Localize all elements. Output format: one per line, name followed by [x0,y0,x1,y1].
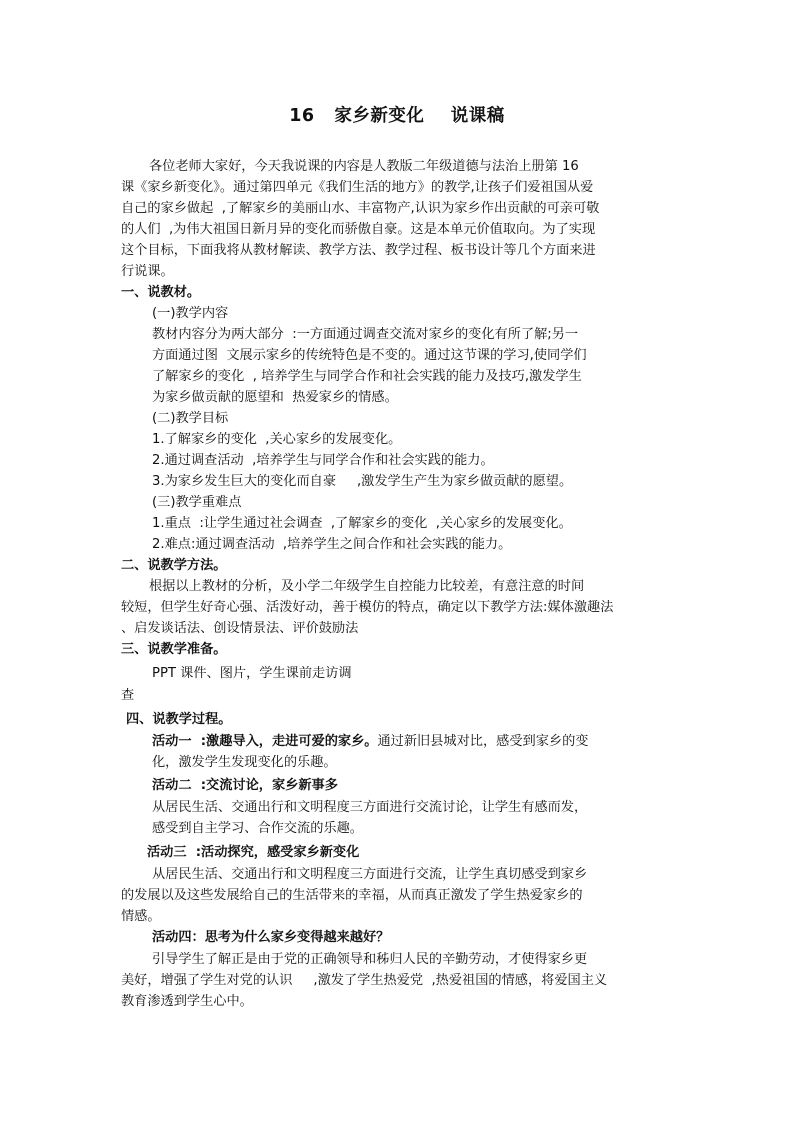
activity-description: 通过新旧县城对比，感受到家乡的变 [377,734,589,749]
subsection-heading: (三)教学重难点 [152,495,242,510]
paragraph-line: 查 [121,688,135,703]
activity-title: 活动四：思考为什么家乡变得越来越好？ [152,930,390,945]
list-item: 1.重点 :让学生通过社会调查 ,了解家乡的变化 ,关心家乡的发展变化。 [152,516,572,531]
paragraph-line: 了解家乡的变化 , 培养学生与同学合作和社会实践的能力及技巧,激发学生 [152,369,582,384]
paragraph-line: 感受到自主学习、合作交流的乐趣。 [152,821,363,836]
paragraph-line: 引导学生了解正是由于党的正确领导和秭归人民的辛勤劳动，才使得家乡更 [152,952,588,967]
list-item: 3.为家乡发生巨大的变化而自豪 ,激发学生产生为家乡做贡献的愿望。 [152,474,573,489]
intro-line: 的人们 ,为伟大祖国日新月异的变化而骄傲自豪。这是本单元价值取向。为了实现 [121,222,596,237]
intro-line: 行说课。 [121,264,174,279]
section-heading: 四、说教学过程。 [126,712,232,727]
activity-title: 活动一 :激趣导入，走进可爱的家乡。 [152,734,378,749]
list-item: 1.了解家乡的变化 ,关心家乡的发展变化。 [152,432,402,447]
paragraph-line: 化，激发学生发现变化的乐趣。 [152,755,337,770]
activity-title: 活动二 :交流讨论，家乡新事多 [152,778,338,793]
paragraph-line: 教材内容分为两大部分 :一方面通过调查交流对家乡的变化有所了解;另一 [152,327,579,342]
intro-line: 这个目标，下面我将从教材解读、教学方法、教学过程、板书设计等几个方面来进 [121,243,596,258]
paragraph-line: PPT 课件、图片，学生课前走访调 [152,666,352,681]
list-item: 2.难点:通过调查活动 ,培养学生之间合作和社会实践的能力。 [152,537,512,552]
section-heading: 三、说教学准备。 [121,642,227,657]
paragraph-line: 美好，增强了学生对党的认识 ,激发了学生热爱党 ,热爱祖国的情感，将爱国主义 [121,973,608,988]
activity-one [152,732,588,752]
paragraph-line: 方面通过图 文展示家乡的传统特色是不变的。通过这节课的学习,使同学们 [152,348,587,363]
paragraph-line: 教育渗透到学生心中。 [121,994,253,1009]
activity-title: 活动三 :活动探究，感受家乡新变化 [147,845,360,860]
section-heading: 一、说教材。 [121,285,201,300]
section-heading: 二、说教学方法。 [121,558,227,573]
paragraph-line: 根据以上教材的分析，及小学二年级学生自控能力比较差，有意注意的时间 [149,579,585,594]
paragraph-line: 从居民生活、交通出行和文明程度三方面进行交流，让学生真切感受到家乡 [152,867,588,882]
paragraph-line: 从居民生活、交通出行和文明程度三方面进行交流讨论，让学生有感而发， [152,800,588,815]
intro-line: 课《家乡新变化》。通过第四单元《我们生活的地方》的教学,让孩子们爱祖国从爱 [121,180,594,195]
document-title: 16 家乡新变化 说课稿 [289,106,505,126]
list-item: 2.通过调查活动 ,培养学生与同学合作和社会实践的能力。 [152,453,494,468]
intro-line: 自己的家乡做起 ,了解家乡的美丽山水、丰富物产,认识为家乡作出贡献的可亲可敬 [121,201,600,216]
paragraph-line: 较短，但学生好奇心强、活泼好动，善于模仿的特点，确定以下教学方法:媒体激趣法 [121,600,614,615]
paragraph-line: 的发展以及这些发展给自己的生活带来的幸福，从而真正激发了学生热爱家乡的 [121,888,583,903]
paragraph-line: 为家乡做贡献的愿望和 热爱家乡的情感。 [152,390,398,405]
subsection-heading: (一)教学内容 [152,306,229,321]
paragraph-line: 、启发谈话法、创设情景法、评价鼓励法 [121,621,359,636]
paragraph-line: 情感。 [121,909,161,924]
intro-line: 各位老师大家好，今天我说课的内容是人教版二年级道德与法治上册第 16 [149,159,579,174]
subsection-heading: (二)教学目标 [152,411,229,426]
